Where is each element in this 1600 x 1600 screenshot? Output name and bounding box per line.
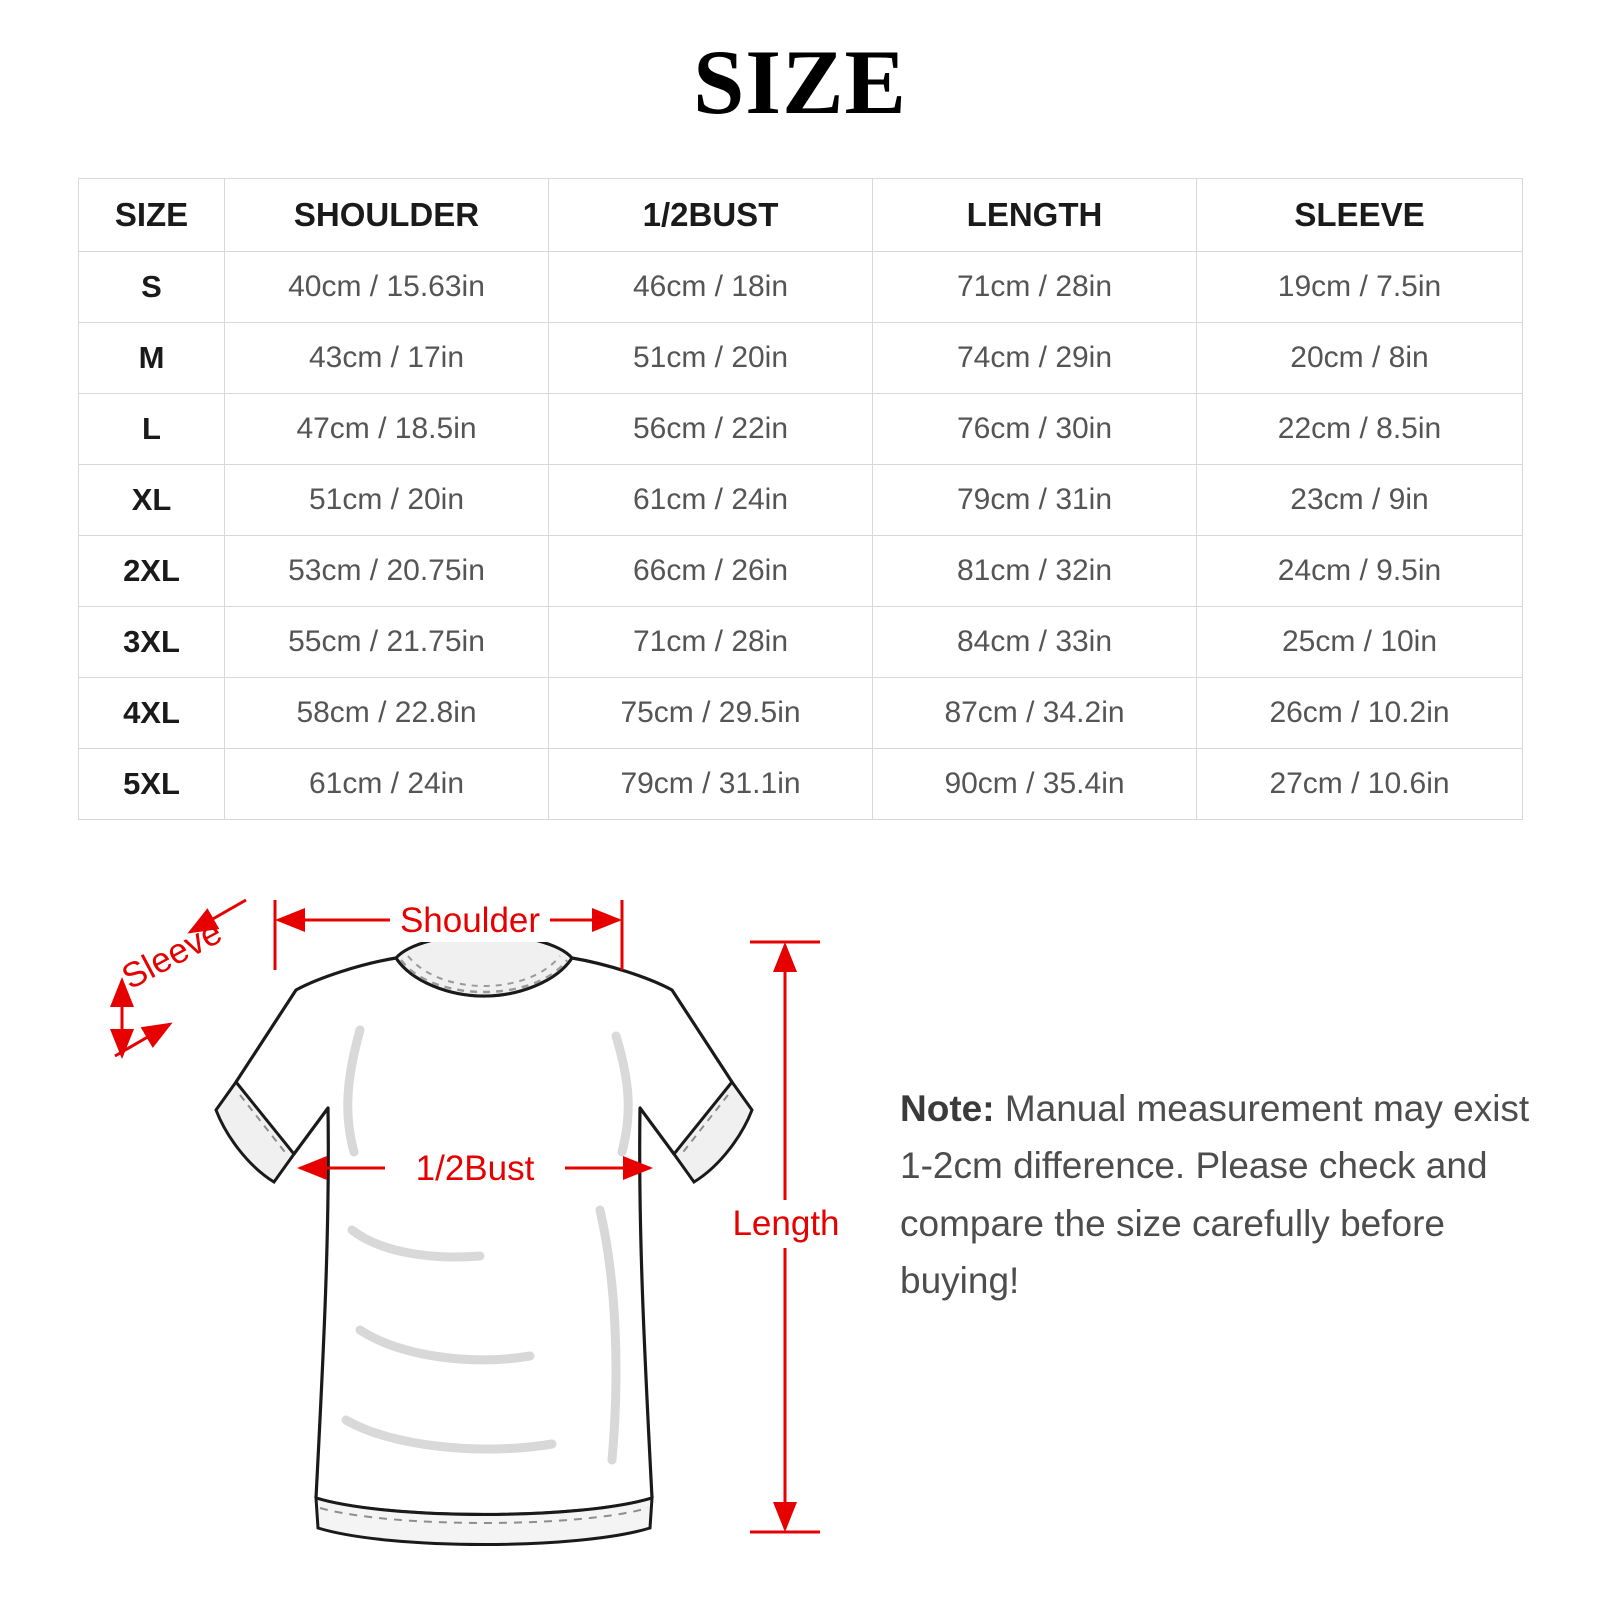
column-header-length: LENGTH xyxy=(873,179,1197,252)
column-header-sleeve: SLEEVE xyxy=(1197,179,1523,252)
cell-shoulder: 47cm / 18.5in xyxy=(225,394,549,465)
cell-sleeve: 22cm / 8.5in xyxy=(1197,394,1523,465)
length-label: Length xyxy=(732,1204,840,1243)
cell-shoulder: 43cm / 17in xyxy=(225,323,549,394)
size-chart-table xyxy=(78,178,1523,820)
bust-label: 1/2Bust xyxy=(415,1149,535,1188)
cell-sleeve: 26cm / 10.2in xyxy=(1197,678,1523,749)
cell-sleeve: 23cm / 9in xyxy=(1197,465,1523,536)
cell-size: 4XL xyxy=(79,678,225,749)
table-row xyxy=(79,252,1523,323)
cell-sleeve: 25cm / 10in xyxy=(1197,607,1523,678)
table-row xyxy=(79,749,1523,820)
cell-length: 81cm / 32in xyxy=(873,536,1197,607)
length-measure-annotation xyxy=(720,942,852,1532)
column-header-bust: 1/2BUST xyxy=(549,179,873,252)
sleeve-measure-annotation xyxy=(115,900,246,1056)
cell-size: 5XL xyxy=(79,749,225,820)
table-header-row xyxy=(79,179,1523,252)
note-text: Manual measurement may exist 1-2cm difference. Please check and compare the size carefully before buying! xyxy=(900,1088,1530,1302)
cell-bust: 56cm / 22in xyxy=(549,394,873,465)
cell-length: 71cm / 28in xyxy=(873,252,1197,323)
column-header-size: SIZE xyxy=(79,179,225,252)
cell-bust: 61cm / 24in xyxy=(549,465,873,536)
cell-size: 2XL xyxy=(79,536,225,607)
table-row xyxy=(79,323,1523,394)
cell-size: S xyxy=(79,252,225,323)
sleeve-label: Sleeve xyxy=(115,912,229,998)
cell-shoulder: 51cm / 20in xyxy=(225,465,549,536)
column-header-shoulder: SHOULDER xyxy=(225,179,549,252)
cell-size: L xyxy=(79,394,225,465)
page-title: SIZE xyxy=(693,31,907,133)
cell-length: 90cm / 35.4in xyxy=(873,749,1197,820)
cell-shoulder: 58cm / 22.8in xyxy=(225,678,549,749)
cell-size: M xyxy=(79,323,225,394)
cell-shoulder: 40cm / 15.63in xyxy=(225,252,549,323)
tshirt-illustration xyxy=(216,934,752,1545)
shoulder-label: Shoulder xyxy=(399,901,541,940)
cell-length: 74cm / 29in xyxy=(873,323,1197,394)
cell-sleeve: 19cm / 7.5in xyxy=(1197,252,1523,323)
table-row xyxy=(79,465,1523,536)
cell-bust: 51cm / 20in xyxy=(549,323,873,394)
cell-length: 84cm / 33in xyxy=(873,607,1197,678)
cell-shoulder: 61cm / 24in xyxy=(225,749,549,820)
cell-size: XL xyxy=(79,465,225,536)
cell-length: 87cm / 34.2in xyxy=(873,678,1197,749)
note-block xyxy=(900,1080,1540,1309)
table-row xyxy=(79,536,1523,607)
cell-length: 76cm / 30in xyxy=(873,394,1197,465)
cell-bust: 79cm / 31.1in xyxy=(549,749,873,820)
table-row xyxy=(79,394,1523,465)
cell-bust: 71cm / 28in xyxy=(549,607,873,678)
cell-bust: 66cm / 26in xyxy=(549,536,873,607)
cell-shoulder: 53cm / 20.75in xyxy=(225,536,549,607)
cell-size: 3XL xyxy=(79,607,225,678)
cell-bust: 75cm / 29.5in xyxy=(549,678,873,749)
cell-sleeve: 27cm / 10.6in xyxy=(1197,749,1523,820)
cell-sleeve: 20cm / 8in xyxy=(1197,323,1523,394)
cell-shoulder: 55cm / 21.75in xyxy=(225,607,549,678)
cell-sleeve: 24cm / 9.5in xyxy=(1197,536,1523,607)
note-label: Note: xyxy=(900,1088,995,1129)
cell-length: 79cm / 31in xyxy=(873,465,1197,536)
table-row xyxy=(79,678,1523,749)
tshirt-measurement-diagram xyxy=(60,860,860,1560)
cell-bust: 46cm / 18in xyxy=(549,252,873,323)
table-row xyxy=(79,607,1523,678)
